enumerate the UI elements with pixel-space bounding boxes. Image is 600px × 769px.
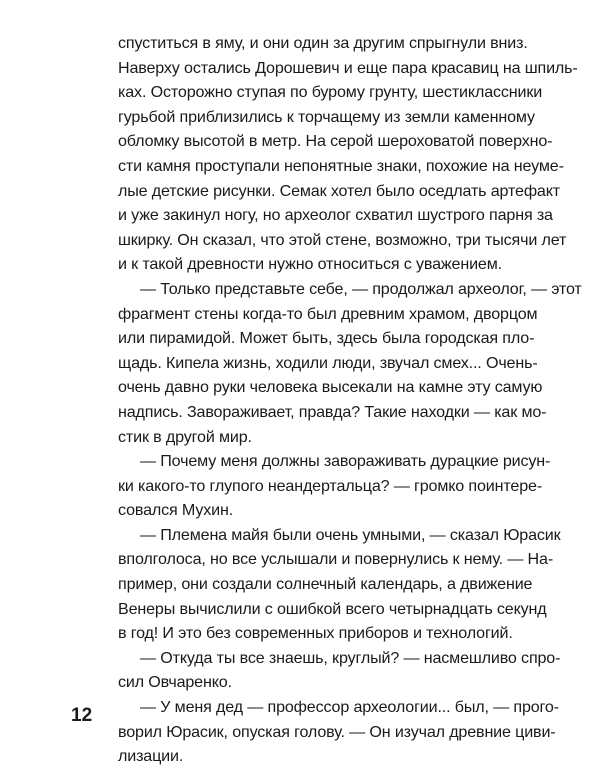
text-line: щадь. Кипела жизнь, ходили люди, звучал смех... Очень-: [118, 353, 538, 372]
text-line: — У меня дед — профессор археологии... был, — прого-: [140, 698, 559, 717]
text-line: — Только представьте себе, — продолжал археолог, — этот: [140, 279, 582, 298]
text-line: сти камня проступали непонятные знаки, похожие на неуме-: [118, 156, 564, 175]
text-line: — Почему меня должны завораживать дурацкие рисун-: [140, 452, 551, 471]
text-line: или пирамидой. Может быть, здесь была городская пло-: [118, 329, 535, 348]
text-line: пример, они создали солнечный календарь, а движение: [118, 575, 533, 594]
text-line: Наверху остались Дорошевич и еще пара красавиц на шпиль-: [118, 58, 578, 77]
text-line: сил Овчаренко.: [118, 673, 232, 692]
text-line: в год! И это без современных приборов и технологий.: [118, 624, 513, 643]
page-number: 12: [71, 705, 93, 726]
text-line: спуститься в яму, и они один за другим спрыгнули вниз.: [118, 34, 528, 52]
text-line: — Племена майя были очень умными, — сказал Юрасик: [140, 525, 561, 544]
text-line: и уже закинул ногу, но археолог схватил шустрого парня за: [118, 206, 553, 225]
text-line: ки какого-то глупого неандертальца? — громко поинтере-: [118, 476, 543, 495]
text-line: совался Мухин.: [118, 501, 234, 520]
text-line: ках. Осторожно ступая по бурому грунту, шестиклассники: [118, 83, 543, 102]
text-line: лизации.: [118, 747, 184, 766]
text-line: Венеры вычислили с ошибкой всего четырнадцать секунд: [118, 599, 547, 618]
text-line: лые детские рисунки. Семак хотел было оседлать артефакт: [118, 181, 561, 200]
text-line: ворил Юрасик, опуская голову. — Он изучал древние циви-: [118, 722, 556, 741]
text-line: и к такой древности нужно относиться с уважением.: [118, 255, 502, 274]
text-line: надпись. Завораживает, правда? Такие находки — как мо-: [118, 402, 547, 421]
body-text: [118, 31, 582, 769]
text-line: фрагмент стены когда-то был древним храмом, дворцом: [118, 304, 538, 323]
text-line: стик в другой мир.: [118, 427, 252, 446]
text-line: гурьбой приблизились к торчащему из земли каменному: [118, 107, 535, 126]
text-line: обломку высотой в метр. На серой шероховатой поверхно-: [118, 132, 553, 151]
text-line: — Откуда ты все знаешь, круглый? — насмешливо спро-: [140, 648, 561, 667]
text-line: очень давно руки человека высекали на камне эту самую: [118, 378, 543, 397]
text-line: вполголоса, но все услышали и повернулись к нему. — На-: [118, 550, 554, 569]
text-line: шкирку. Он сказал, что этой стене, возможно, три тысячи лет: [118, 230, 567, 249]
